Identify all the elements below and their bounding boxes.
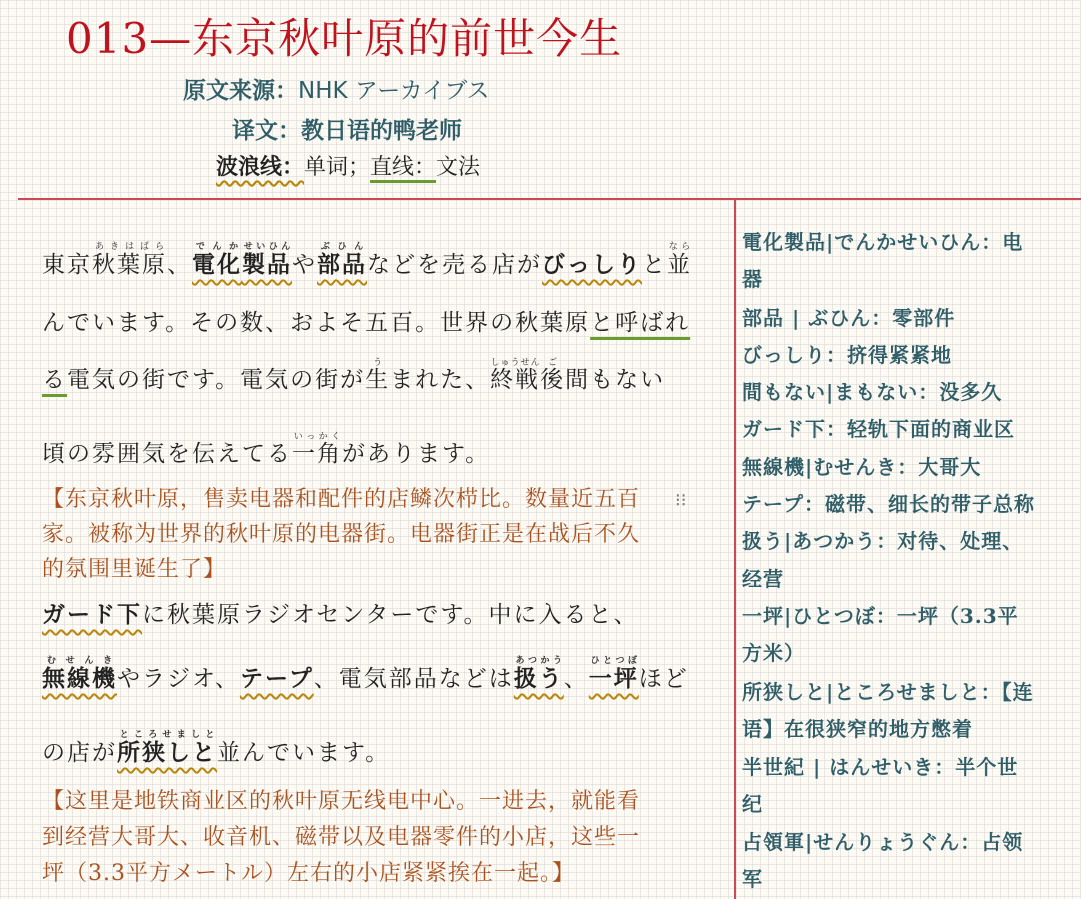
text: 並んでいます。 xyxy=(217,740,391,766)
vocab-line: びっしり：挤得紧紧地 xyxy=(742,343,952,367)
jp1-line-1 xyxy=(42,242,692,279)
drag-handle-icon[interactable]: ⁝⁝ xyxy=(675,490,687,511)
vocab-line: 占領軍|せんりょうぐん：占领 xyxy=(742,830,1024,854)
text: やラジオ、 xyxy=(117,666,240,692)
vocab-line: 一坪|ひとつぼ：一坪（3.3平 xyxy=(742,604,1019,628)
vocab-musenki: 無線機むせんき xyxy=(42,656,117,692)
vocab-line: 器 xyxy=(742,267,763,291)
vocab-bisshiri: びっしり xyxy=(542,251,642,278)
translator-value: 教日语的鸭老师 xyxy=(301,117,462,144)
grammar-yobareru-end: る xyxy=(42,367,67,393)
vocab-gado-shita: ガード下 xyxy=(42,601,142,628)
text: 電気の街です。電気の街が xyxy=(67,367,366,393)
page-title: 013—东京秋叶原的前世今生 xyxy=(66,14,623,63)
text: の店が xyxy=(42,740,117,766)
text: に秋葉原ラジオセンターです。中に入ると、 xyxy=(142,602,639,628)
underline-legend xyxy=(216,150,480,181)
translation-line: 【东京秋叶原，售卖电器和配件的店鳞次栉比。数量近五百 xyxy=(42,487,641,512)
legend-wavy-meaning: 单词； xyxy=(304,155,371,180)
legend-straight-meaning: 文法 xyxy=(436,155,481,180)
ruby-word: 終戦しゅうせん xyxy=(490,358,541,393)
text: 間もない xyxy=(565,367,666,393)
vocab-line: 扱う|あつかう：对待、处理、 xyxy=(742,529,1024,553)
jp2-line-1 xyxy=(42,596,639,629)
ruby-word: 生う xyxy=(365,358,391,393)
text: と xyxy=(642,252,667,278)
vocab-buhin: 部品ぶひん xyxy=(317,242,367,278)
translation-line: 坪（3.3平方メートル）左右的小店紧紧挨在一起。】 xyxy=(42,861,575,886)
text: まれた、 xyxy=(390,367,491,393)
text: 、 xyxy=(563,666,589,692)
legend-wavy-label: 波浪线： xyxy=(216,154,305,180)
source-value: NHK アーカイブス xyxy=(298,78,490,104)
vocab-line: 语】在很狭窄的地方憋着 xyxy=(742,717,973,741)
jp1-line-3 xyxy=(42,358,665,394)
vocab-line: 間もない|まもない：没多久 xyxy=(742,380,1003,404)
grammar-yobareru: と呼ばれ xyxy=(590,310,691,336)
vocab-tepu: テープ xyxy=(239,665,314,692)
ruby-word: 並なら xyxy=(667,242,692,278)
ruby-word: 後ご xyxy=(540,358,566,393)
vocab-line: 所狭しと|ところせましと：【连 xyxy=(742,680,1034,704)
translation-line: 家。被称为世界的秋叶原的电器街。电器街正是在战后不久 xyxy=(42,522,641,547)
text: 東京 xyxy=(42,252,92,278)
ruby-word: 一角いっかく xyxy=(292,432,342,467)
translation-line: 到经营大哥大、收音机、磁带以及电器零件的小店，这些一 xyxy=(42,825,641,850)
vocab-denka-seihin: 電化でんか製品せいひん xyxy=(192,242,292,278)
text: などを売る店が xyxy=(367,252,542,278)
vocab-line: ガード下：轻轨下面的商业区 xyxy=(742,417,1015,441)
vocab-line: テープ：磁带、细长的带子总称 xyxy=(742,492,1035,516)
vocab-atsukau: 扱うあつかう xyxy=(513,656,564,692)
source-label: 原文来源： xyxy=(183,77,298,104)
column-divider xyxy=(734,200,736,899)
text: や xyxy=(292,252,317,278)
vocab-line: 半世紀 | はんせいき：半个世 xyxy=(742,755,1019,779)
jp1-line-2 xyxy=(42,304,690,337)
jp1-line-4 xyxy=(42,432,490,468)
vocab-line: 经营 xyxy=(742,567,784,591)
vocab-line: 部品 | ぶひん：零部件 xyxy=(742,306,956,330)
text: があります。 xyxy=(342,441,491,467)
text: んでいます。その数、およそ五百。世界の秋葉原 xyxy=(42,310,591,336)
vocab-line: 军 xyxy=(742,867,763,891)
jp2-line-2 xyxy=(42,656,689,693)
vocab-line: 無線機|むせんき：大哥大 xyxy=(742,455,982,479)
translation-line: 的氛围里诞生了】 xyxy=(42,557,227,582)
translator-line xyxy=(232,112,462,145)
translation-line: 【这里是地铁商业区的秋叶原无线电中心。一进去，就能看 xyxy=(42,789,641,814)
vocab-tokorosemashito: 所狭しとところせましと xyxy=(117,730,217,766)
header-divider xyxy=(18,198,1081,200)
vocab-hitotsubo: 一坪ひとつぼ xyxy=(588,656,639,692)
source-line xyxy=(183,72,489,105)
text: 頃の雰囲気を伝えてる xyxy=(42,441,292,467)
text: 、電気部品などは xyxy=(313,666,514,692)
text: ほど xyxy=(638,666,689,692)
jp2-line-3 xyxy=(42,730,390,767)
translator-label: 译文： xyxy=(232,117,301,144)
text: 、 xyxy=(167,252,192,278)
vocab-line: 方米） xyxy=(742,641,805,665)
vocab-line: 纪 xyxy=(742,792,763,816)
ruby-word: 秋葉原あきはばら xyxy=(92,242,167,278)
legend-straight-label: 直线： xyxy=(370,155,437,180)
vocab-line: 電化製品|でんかせいひん：电 xyxy=(742,230,1024,254)
